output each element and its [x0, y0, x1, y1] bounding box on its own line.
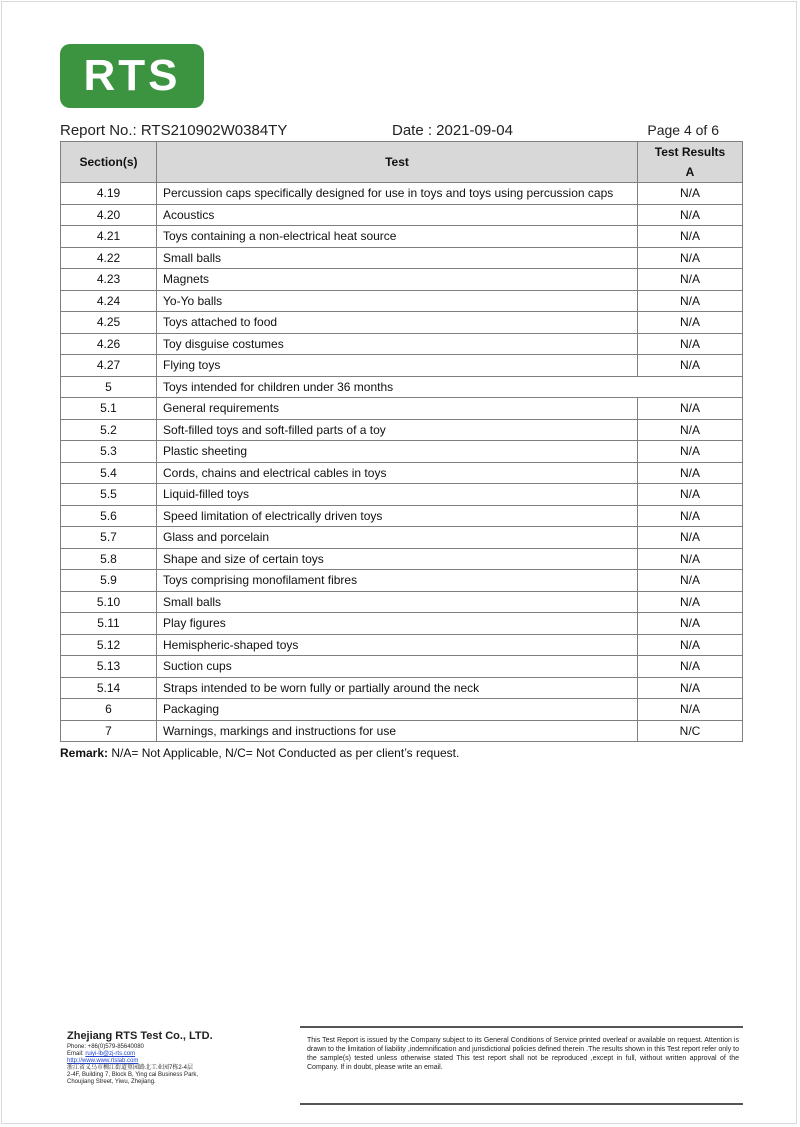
row-section: 5.8: [61, 548, 157, 570]
table-row: [61, 183, 743, 205]
row-section: 7: [61, 720, 157, 742]
row-result: N/A: [638, 183, 743, 205]
row-result: N/A: [638, 462, 743, 484]
row-test: Acoustics: [157, 204, 638, 226]
table-row: [61, 484, 743, 506]
col-header-results-label: Test Results: [654, 145, 726, 159]
row-result: N/A: [638, 548, 743, 570]
table-row: [61, 548, 743, 570]
company-address-line1: 2-4F, Building 7, Block B, Ying cai Business Park,: [67, 1072, 199, 1078]
row-section: 5.9: [61, 570, 157, 592]
row-test: Toys comprising monofilament fibres: [157, 570, 638, 592]
row-section: 5: [61, 376, 157, 398]
row-result: N/A: [638, 613, 743, 635]
row-result: N/C: [638, 720, 743, 742]
row-test: Yo-Yo balls: [157, 290, 638, 312]
report-number: Report No.: RTS210902W0384TY: [60, 122, 288, 139]
table-row: [61, 290, 743, 312]
row-result: N/A: [638, 333, 743, 355]
row-section: 4.23: [61, 269, 157, 291]
row-test: Liquid-filled toys: [157, 484, 638, 506]
company-address-line2: Choujiang Street, Yiwu, Zhejiang.: [67, 1079, 156, 1085]
table-row: [61, 570, 743, 592]
row-test: Play figures: [157, 613, 638, 635]
rts-logo: RTS: [60, 44, 204, 108]
row-test: General requirements: [157, 398, 638, 420]
report-header: [60, 122, 743, 142]
row-test: Shape and size of certain toys: [157, 548, 638, 570]
row-test: Toys containing a non-electrical heat source: [157, 226, 638, 248]
row-result: N/A: [638, 591, 743, 613]
table-row: [61, 247, 743, 269]
row-section: 5.6: [61, 505, 157, 527]
row-test: Cords, chains and electrical cables in toys: [157, 462, 638, 484]
row-section: 5.1: [61, 398, 157, 420]
results-table: [60, 141, 743, 742]
table-row: [61, 376, 743, 398]
table-row: [61, 333, 743, 355]
row-result: N/A: [638, 677, 743, 699]
company-email-line: [67, 1051, 267, 1058]
row-result: N/A: [638, 312, 743, 334]
table-row: [61, 204, 743, 226]
row-test: Percussion caps specifically designed for use in toys and toys using percussion caps: [157, 183, 638, 205]
table-row: [61, 312, 743, 334]
row-test: Magnets: [157, 269, 638, 291]
table-row: [61, 677, 743, 699]
row-result: N/A: [638, 699, 743, 721]
table-row: [61, 269, 743, 291]
row-test: Hemispheric-shaped toys: [157, 634, 638, 656]
table-row: [61, 462, 743, 484]
row-result: N/A: [638, 634, 743, 656]
row-section: 6: [61, 699, 157, 721]
row-section: 4.26: [61, 333, 157, 355]
row-test: Warnings, markings and instructions for use: [157, 720, 638, 742]
col-header-test: Test: [157, 142, 638, 183]
row-result: N/A: [638, 527, 743, 549]
remark-label: Remark:: [60, 746, 109, 760]
row-test: Plastic sheeting: [157, 441, 638, 463]
row-result: N/A: [638, 290, 743, 312]
table-row: [61, 419, 743, 441]
row-test: Toys attached to food: [157, 312, 638, 334]
row-result: N/A: [638, 398, 743, 420]
table-row: [61, 441, 743, 463]
table-row: [61, 720, 743, 742]
table-row: [61, 634, 743, 656]
col-header-section: Section(s): [61, 142, 157, 183]
remark-text: N/A= Not Applicable, N/C= Not Conducted as per client’s request.: [108, 746, 460, 760]
row-result: N/A: [638, 656, 743, 678]
row-section: 5.3: [61, 441, 157, 463]
table-row: [61, 398, 743, 420]
company-phone: Phone: +86(0)579-85640080: [67, 1044, 144, 1050]
row-section: 5.7: [61, 527, 157, 549]
row-test: Toys intended for children under 36 months: [157, 376, 743, 398]
row-section: 4.19: [61, 183, 157, 205]
row-section: 5.11: [61, 613, 157, 635]
report-date: Date : 2021-09-04: [392, 122, 513, 139]
row-section: 4.24: [61, 290, 157, 312]
table-row: [61, 699, 743, 721]
row-test: Suction cups: [157, 656, 638, 678]
results-table-body: [61, 183, 743, 742]
footer-company: [67, 1030, 267, 1086]
footer-disclaimer: This Test Report is issued by the Company subject to its General Conditions of Service printed overleaf or available on request. Attention is drawn to the limitation of liability ,indemnification and jurisdictional policies defined therein .The results shown in this Test report refer only to the sample(s) tested unless otherwise stated This test report shall not be reproduced ,except in full, without written approval of the Company. If in doubt, please write an email.: [300, 1026, 743, 1105]
row-result: N/A: [638, 570, 743, 592]
row-section: 5.2: [61, 419, 157, 441]
company-name: Zhejiang RTS Test Co., LTD.: [67, 1030, 213, 1042]
table-row: [61, 505, 743, 527]
row-result: N/A: [638, 204, 743, 226]
row-test: Soft-filled toys and soft-filled parts of a toy: [157, 419, 638, 441]
row-test: Straps intended to be worn fully or partially around the neck: [157, 677, 638, 699]
row-section: 4.22: [61, 247, 157, 269]
col-header-results-sub: A: [685, 165, 695, 179]
row-test: Flying toys: [157, 355, 638, 377]
row-section: 5.12: [61, 634, 157, 656]
table-row: [61, 613, 743, 635]
row-test: Small balls: [157, 247, 638, 269]
row-section: 4.21: [61, 226, 157, 248]
row-test: Packaging: [157, 699, 638, 721]
row-result: N/A: [638, 505, 743, 527]
table-row: [61, 656, 743, 678]
remark: [60, 746, 459, 760]
row-result: N/A: [638, 355, 743, 377]
row-result: N/A: [638, 419, 743, 441]
table-row: [61, 355, 743, 377]
row-section: 5.5: [61, 484, 157, 506]
company-email-label: Email:: [67, 1051, 86, 1057]
row-result: N/A: [638, 247, 743, 269]
table-row: [61, 591, 743, 613]
row-test: Speed limitation of electrically driven toys: [157, 505, 638, 527]
row-test: Toy disguise costumes: [157, 333, 638, 355]
company-address-cn: 浙江省义乌市稠江街道篁园路北工业园7栋2-4层: [67, 1065, 194, 1071]
row-test: Small balls: [157, 591, 638, 613]
row-result: N/A: [638, 484, 743, 506]
company-email-link[interactable]: ruiyi-lb@zj-rts.com: [85, 1051, 136, 1057]
row-section: 4.20: [61, 204, 157, 226]
table-row: [61, 226, 743, 248]
row-section: 5.4: [61, 462, 157, 484]
row-test: Glass and porcelain: [157, 527, 638, 549]
company-website-link[interactable]: http://www.www.rtslab.com: [67, 1058, 139, 1064]
row-section: 5.13: [61, 656, 157, 678]
row-result: N/A: [638, 226, 743, 248]
table-row: [61, 527, 743, 549]
row-section: 4.25: [61, 312, 157, 334]
row-section: 5.14: [61, 677, 157, 699]
page-number: Page 4 of 6: [647, 122, 719, 138]
row-section: 5.10: [61, 591, 157, 613]
row-section: 4.27: [61, 355, 157, 377]
row-result: N/A: [638, 269, 743, 291]
row-result: N/A: [638, 441, 743, 463]
col-header-results: [638, 142, 743, 183]
